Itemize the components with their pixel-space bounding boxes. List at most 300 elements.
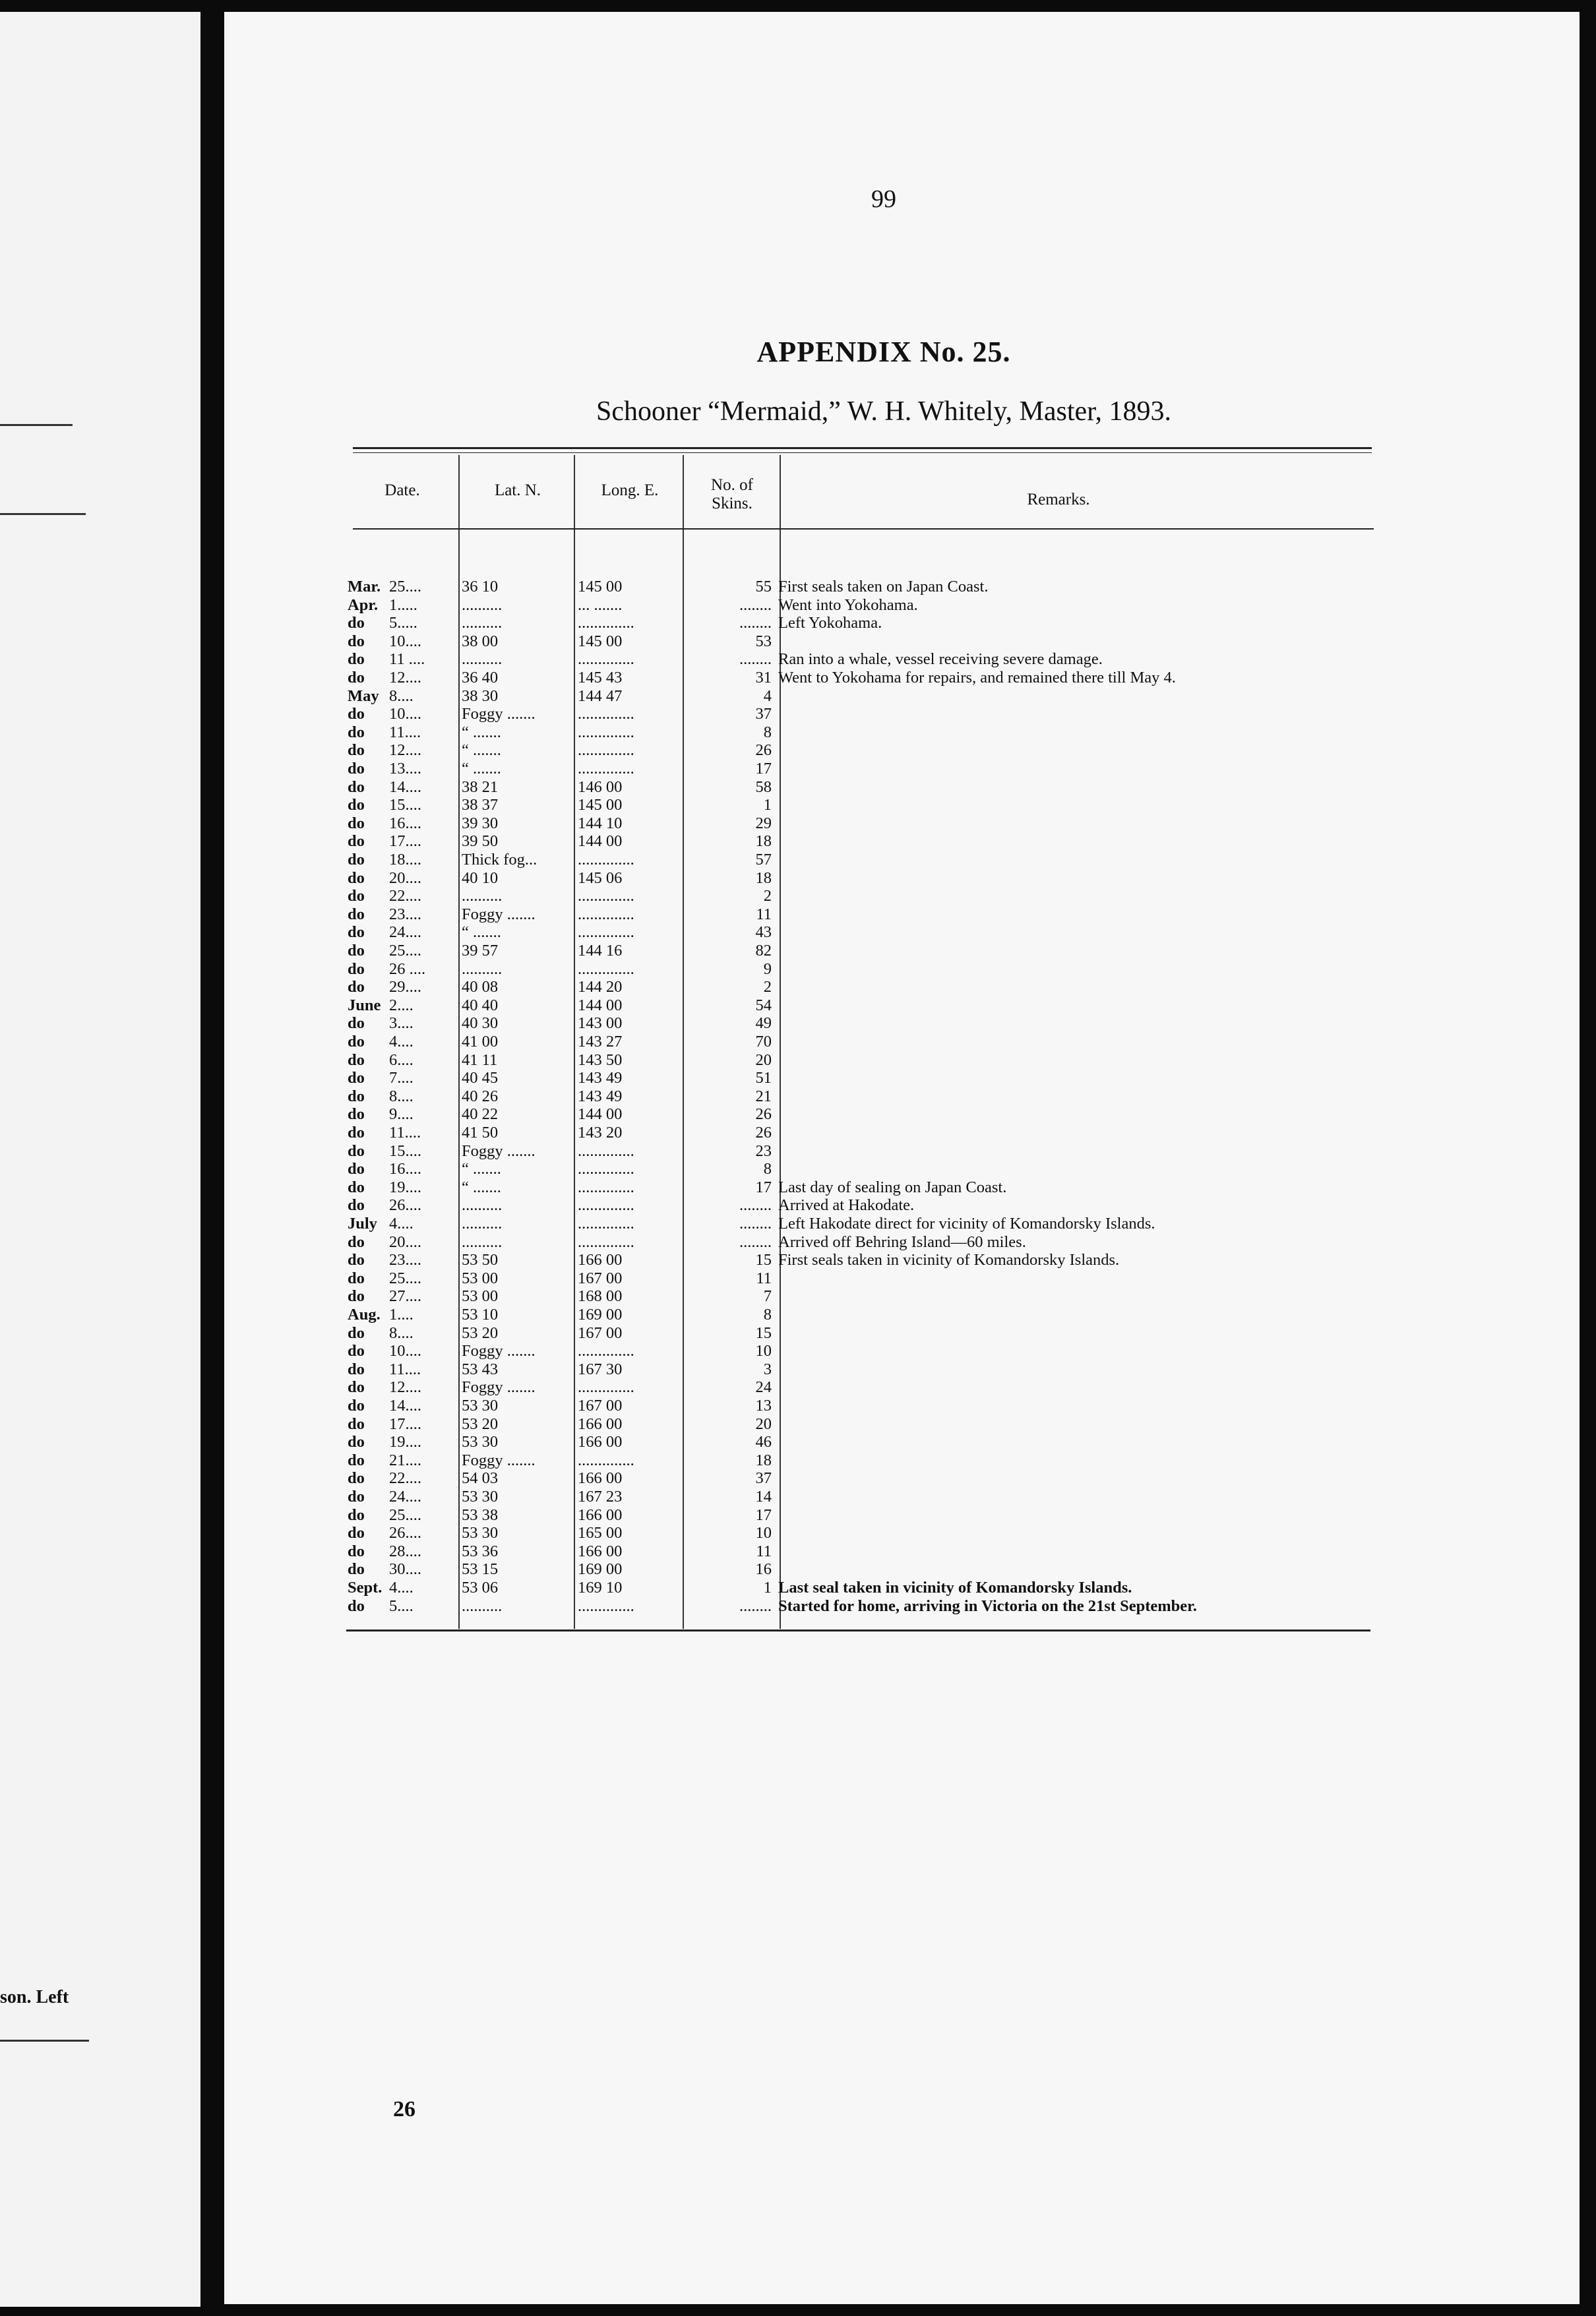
date-day: 18.... [389, 851, 421, 868]
longitude-cell: 146 00 [578, 777, 623, 796]
date-month: Mar. [348, 578, 381, 595]
date-day: 28.... [389, 1542, 421, 1560]
date-month: do [348, 650, 365, 669]
longitude-cell: 144 20 [578, 978, 623, 996]
date-day: 2.... [389, 996, 414, 1014]
date-month: do [348, 1324, 365, 1342]
date-month: do [348, 905, 365, 923]
table-top-rule-thin [353, 452, 1372, 453]
date-day: 30.... [389, 1560, 421, 1579]
latitude-cell: “ ....... [462, 741, 501, 760]
date-month: do [348, 1360, 365, 1378]
latitude-cell: 36 10 [462, 578, 499, 595]
date-day: 9.... [389, 1105, 414, 1124]
date-month: do [348, 1342, 365, 1360]
skins-count: 58 [755, 777, 772, 796]
skins-count: 1 [763, 796, 772, 814]
skins-count: 11 [756, 1542, 772, 1560]
skins-count: ........ [739, 1196, 772, 1215]
skins-count: 53 [755, 632, 772, 650]
latitude-cell: Foggy ....... [462, 705, 536, 723]
date-month: do [348, 1524, 365, 1542]
left-page-rule [0, 2040, 89, 2042]
date-month: do [348, 868, 365, 887]
longitude-cell: 166 00 [578, 1433, 623, 1451]
longitude-cell: .............. [578, 614, 634, 632]
date-month: do [348, 1488, 365, 1506]
skins-count: 46 [755, 1433, 772, 1451]
date-month: do [348, 1451, 365, 1469]
date-month: May [348, 686, 379, 705]
skins-count: 43 [755, 923, 772, 942]
date-day: 4.... [389, 1033, 414, 1051]
skins-count: 54 [755, 996, 772, 1014]
left-page-rule [0, 424, 73, 426]
skins-count: 14 [755, 1488, 772, 1506]
latitude-cell: 53 30 [462, 1524, 499, 1542]
date-month: do [348, 1033, 365, 1051]
skins-count: 82 [755, 942, 772, 960]
longitude-cell: 145 06 [578, 868, 623, 887]
date-month: do [348, 832, 365, 851]
date-day: 12.... [389, 669, 421, 686]
latitude-cell: Foggy ....... [462, 1342, 536, 1360]
skins-count: ........ [739, 650, 772, 669]
skins-count: 37 [755, 705, 772, 723]
longitude-cell: 166 00 [578, 1542, 623, 1560]
date-day: 26 .... [389, 960, 426, 978]
date-month: do [348, 814, 365, 832]
appendix-title: APPENDIX No. 25. [756, 336, 1011, 368]
latitude-cell: 40 08 [462, 978, 499, 996]
skins-count: 2 [763, 887, 772, 905]
date-day: 25.... [389, 1506, 421, 1524]
latitude-cell: 36 40 [462, 669, 499, 686]
longitude-cell: .............. [578, 1378, 634, 1397]
longitude-cell: .............. [578, 1142, 634, 1160]
longitude-cell: 144 10 [578, 814, 623, 832]
latitude-cell: Foggy ....... [462, 1451, 536, 1469]
latitude-cell: 38 00 [462, 632, 499, 650]
latitude-cell: 40 22 [462, 1105, 499, 1124]
date-month: do [348, 960, 365, 978]
latitude-cell: 39 50 [462, 832, 499, 851]
longitude-cell: .............. [578, 650, 634, 669]
skins-count: 17 [755, 1178, 772, 1196]
skins-count: 24 [755, 1378, 772, 1397]
date-month: do [348, 1415, 365, 1433]
skins-count: 21 [755, 1087, 772, 1105]
date-month: do [348, 1233, 365, 1251]
longitude-cell: 143 49 [578, 1087, 623, 1105]
longitude-cell: .............. [578, 1215, 634, 1233]
date-day: 14.... [389, 1397, 421, 1415]
date-month: do [348, 1087, 365, 1105]
date-month: do [348, 1433, 365, 1451]
remarks-cell: Ran into a whale, vessel receiving severe damage. [778, 650, 1103, 669]
date-day: 20.... [389, 868, 421, 887]
date-month: do [348, 1014, 365, 1033]
skins-count: 29 [755, 814, 772, 832]
remarks-cell: Last seal taken in vicinity of Komandorsky Islands. [778, 1579, 1132, 1597]
skins-count: 70 [755, 1033, 772, 1051]
date-day: 11.... [389, 1360, 421, 1378]
date-day: 27.... [389, 1287, 421, 1306]
longitude-cell: .............. [578, 905, 634, 923]
latitude-cell: 54 03 [462, 1469, 499, 1488]
longitude-cell: 145 00 [578, 578, 623, 595]
date-month: do [348, 1069, 365, 1087]
longitude-cell: 144 00 [578, 996, 623, 1014]
date-month: do [348, 851, 365, 868]
skins-count: 15 [755, 1324, 772, 1342]
date-month: do [348, 1469, 365, 1488]
header-bottom-rule [353, 528, 1374, 530]
longitude-cell: 166 00 [578, 1415, 623, 1433]
skins-count: 23 [755, 1142, 772, 1160]
date-day: 17.... [389, 1415, 421, 1433]
latitude-cell: 38 37 [462, 796, 499, 814]
longitude-cell: .............. [578, 1342, 634, 1360]
remarks-cell: Went to Yokohama for repairs, and remained there till May 4. [778, 669, 1176, 686]
latitude-cell: 53 10 [462, 1306, 499, 1324]
longitude-cell: .............. [578, 1451, 634, 1469]
date-day: 7.... [389, 1069, 414, 1087]
latitude-cell: 53 30 [462, 1433, 499, 1451]
date-month: do [348, 1397, 365, 1415]
skins-count: 8 [763, 1306, 772, 1324]
longitude-cell: .............. [578, 1178, 634, 1196]
latitude-cell: .......... [462, 1597, 503, 1615]
date-day: 10.... [389, 1342, 421, 1360]
longitude-cell: .............. [578, 851, 634, 868]
latitude-cell: 40 30 [462, 1014, 499, 1033]
date-day: 15.... [389, 1142, 421, 1160]
longitude-cell: 143 20 [578, 1124, 623, 1142]
latitude-cell: 41 11 [462, 1051, 498, 1069]
latitude-cell: 53 20 [462, 1324, 499, 1342]
date-month: June [348, 996, 381, 1014]
date-day: 24.... [389, 923, 421, 942]
date-month: do [348, 1124, 365, 1142]
date-day: 29.... [389, 978, 421, 996]
date-day: 8.... [389, 1324, 414, 1342]
date-day: 6.... [389, 1051, 414, 1069]
skins-count: 20 [755, 1415, 772, 1433]
skins-count: 13 [755, 1397, 772, 1415]
date-day: 8.... [389, 686, 414, 705]
date-day: 19.... [389, 1433, 421, 1451]
remarks-cell: Last day of sealing on Japan Coast. [778, 1178, 1007, 1196]
remarks-cell: Arrived at Hakodate. [778, 1196, 915, 1215]
date-month: do [348, 1178, 365, 1196]
date-day: 12.... [389, 1378, 421, 1397]
date-month: do [348, 741, 365, 760]
longitude-cell: 144 16 [578, 942, 623, 960]
skins-count: 11 [756, 1269, 772, 1287]
skins-count: 10 [755, 1524, 772, 1542]
date-day: 22.... [389, 1469, 421, 1488]
skins-count: ........ [739, 614, 772, 632]
latitude-cell: 38 30 [462, 686, 499, 705]
skins-count: ........ [739, 1233, 772, 1251]
date-day: 1..... [389, 595, 417, 614]
skins-count: 17 [755, 1506, 772, 1524]
date-day: 1.... [389, 1306, 414, 1324]
date-day: 17.... [389, 832, 421, 851]
latitude-cell: 53 30 [462, 1397, 499, 1415]
date-month: do [348, 887, 365, 905]
date-month: do [348, 1560, 365, 1579]
remarks-cell: Left Hakodate direct for vicinity of Komandorsky Islands. [778, 1215, 1155, 1233]
skins-count: 1 [763, 1579, 772, 1597]
date-month: do [348, 705, 365, 723]
longitude-cell: .............. [578, 760, 634, 777]
longitude-cell: 144 47 [578, 686, 623, 705]
skins-count: 51 [755, 1069, 772, 1087]
longitude-cell: .............. [578, 705, 634, 723]
latitude-cell: Foggy ....... [462, 1378, 536, 1397]
longitude-cell: 169 10 [578, 1579, 623, 1597]
skins-count: 17 [755, 760, 772, 777]
header-date: Date. [384, 481, 420, 499]
table-bottom-rule [346, 1630, 1370, 1631]
longitude-cell: 168 00 [578, 1287, 623, 1306]
longitude-cell: ... ....... [578, 595, 623, 614]
skins-count: 49 [755, 1014, 772, 1033]
skins-count: 55 [755, 578, 772, 595]
date-day: 13.... [389, 760, 421, 777]
date-month: do [348, 1051, 365, 1069]
latitude-cell: 53 43 [462, 1360, 499, 1378]
header-skins: No. of Skins. [711, 476, 753, 512]
latitude-cell: “ ....... [462, 1160, 501, 1178]
date-day: 24.... [389, 1488, 421, 1506]
longitude-cell: 167 00 [578, 1324, 623, 1342]
date-day: 20.... [389, 1233, 421, 1251]
longitude-cell: 143 27 [578, 1033, 623, 1051]
date-month: do [348, 632, 365, 650]
date-month: do [348, 1287, 365, 1306]
date-month: do [348, 942, 365, 960]
date-day: 25.... [389, 1269, 421, 1287]
longitude-cell: 144 00 [578, 832, 623, 851]
header-remarks: Remarks. [1027, 491, 1090, 508]
date-month: do [348, 614, 365, 632]
latitude-cell: Foggy ....... [462, 905, 536, 923]
longitude-cell: 166 00 [578, 1469, 623, 1488]
date-day: 16.... [389, 1160, 421, 1178]
latitude-cell: 53 15 [462, 1560, 499, 1579]
longitude-cell: 166 00 [578, 1251, 623, 1269]
skins-count: 18 [755, 868, 772, 887]
date-month: do [348, 1597, 365, 1615]
date-day: 4.... [389, 1579, 414, 1597]
skins-count: 10 [755, 1342, 772, 1360]
date-day: 5..... [389, 614, 417, 632]
date-month: do [348, 978, 365, 996]
date-day: 22.... [389, 887, 421, 905]
header-long: Long. E. [601, 481, 659, 499]
skins-count: 9 [763, 960, 772, 978]
skins-count: 26 [755, 1105, 772, 1124]
longitude-cell: .............. [578, 887, 634, 905]
longitude-cell: 167 23 [578, 1488, 623, 1506]
skins-count: 31 [755, 669, 772, 686]
latitude-cell: .......... [462, 960, 503, 978]
longitude-cell: .............. [578, 960, 634, 978]
date-month: do [348, 760, 365, 777]
date-day: 21.... [389, 1451, 421, 1469]
skins-count: 57 [755, 851, 772, 868]
latitude-cell: “ ....... [462, 1178, 501, 1196]
latitude-cell: 38 21 [462, 777, 499, 796]
date-day: 10.... [389, 705, 421, 723]
remarks-cell: Went into Yokohama. [778, 595, 918, 614]
latitude-cell: 53 00 [462, 1269, 499, 1287]
date-month: do [348, 669, 365, 686]
date-day: 11 .... [389, 650, 425, 669]
skins-count: 3 [763, 1360, 772, 1378]
latitude-cell: Foggy ....... [462, 1142, 536, 1160]
skins-count: 2 [763, 978, 772, 996]
longitude-cell: .............. [578, 1160, 634, 1178]
skins-count: 7 [763, 1287, 772, 1306]
longitude-cell: 143 49 [578, 1069, 623, 1087]
remarks-cell: Started for home, arriving in Victoria on the 21st September. [778, 1597, 1197, 1615]
latitude-cell: .......... [462, 614, 503, 632]
date-day: 3.... [389, 1014, 414, 1033]
latitude-cell: .......... [462, 595, 503, 614]
longitude-cell: 144 00 [578, 1105, 623, 1124]
latitude-cell: .......... [462, 650, 503, 669]
skins-count: 18 [755, 1451, 772, 1469]
latitude-cell: 40 45 [462, 1069, 499, 1087]
date-month: do [348, 1196, 365, 1215]
longitude-cell: 145 00 [578, 632, 623, 650]
date-day: 26.... [389, 1524, 421, 1542]
latitude-cell: .......... [462, 887, 503, 905]
longitude-cell: .............. [578, 741, 634, 760]
left-page-rule [0, 513, 86, 515]
remarks-cell: Arrived off Behring Island—60 miles. [778, 1233, 1026, 1251]
longitude-cell: 167 00 [578, 1269, 623, 1287]
latitude-cell: 41 00 [462, 1033, 499, 1051]
skins-count: 37 [755, 1469, 772, 1488]
longitude-cell: 143 50 [578, 1051, 623, 1069]
date-day: 25.... [389, 578, 421, 595]
table-top-rule [353, 447, 1372, 449]
left-page-fragment: son. Left [0, 1987, 69, 2007]
date-day: 12.... [389, 741, 421, 760]
date-day: 23.... [389, 905, 421, 923]
latitude-cell: 40 10 [462, 868, 499, 887]
longitude-cell: 169 00 [578, 1306, 623, 1324]
remarks-cell: First seals taken on Japan Coast. [778, 578, 989, 595]
skins-count: 8 [763, 1160, 772, 1178]
latitude-cell: 39 30 [462, 814, 499, 832]
latitude-cell: 53 30 [462, 1488, 499, 1506]
latitude-cell: 53 50 [462, 1251, 499, 1269]
date-month: do [348, 1269, 365, 1287]
date-day: 14.... [389, 777, 421, 796]
skins-count: 16 [755, 1560, 772, 1579]
date-month: do [348, 723, 365, 741]
date-month: do [348, 1378, 365, 1397]
date-day: 23.... [389, 1251, 421, 1269]
longitude-cell: .............. [578, 923, 634, 942]
latitude-cell: 40 26 [462, 1087, 499, 1105]
longitude-cell: 145 00 [578, 796, 623, 814]
skins-count: 15 [755, 1251, 772, 1269]
skins-count: 8 [763, 723, 772, 741]
longitude-cell: 143 00 [578, 1014, 623, 1033]
document-subtitle: Schooner “Mermaid,” W. H. Whitely, Master, 1893. [596, 396, 1171, 427]
date-month: do [348, 777, 365, 796]
left-page-edge [0, 12, 200, 2307]
longitude-cell: 169 00 [578, 1560, 623, 1579]
latitude-cell: 53 20 [462, 1415, 499, 1433]
longitude-cell: 167 30 [578, 1360, 623, 1378]
latitude-cell: “ ....... [462, 723, 501, 741]
document-page [224, 12, 1580, 2304]
latitude-cell: Thick fog... [462, 851, 537, 868]
longitude-cell: .............. [578, 723, 634, 741]
page-number: 99 [871, 185, 896, 213]
date-day: 11.... [389, 723, 421, 741]
date-month: do [348, 1105, 365, 1124]
date-month: Apr. [348, 595, 379, 614]
longitude-cell: .............. [578, 1233, 634, 1251]
date-day: 5.... [389, 1597, 414, 1615]
longitude-cell: 167 00 [578, 1397, 623, 1415]
date-day: 10.... [389, 632, 421, 650]
latitude-cell: “ ....... [462, 760, 501, 777]
longitude-cell: .............. [578, 1597, 634, 1615]
date-day: 4.... [389, 1215, 414, 1233]
skins-count: 26 [755, 741, 772, 760]
longitude-cell: .............. [578, 1196, 634, 1215]
latitude-cell: .......... [462, 1215, 503, 1233]
skins-count: ........ [739, 1597, 772, 1615]
date-month: do [348, 1142, 365, 1160]
date-month: do [348, 1542, 365, 1560]
date-month: July [348, 1215, 377, 1233]
latitude-cell: 40 40 [462, 996, 499, 1014]
date-day: 15.... [389, 796, 421, 814]
skins-count: ........ [739, 1215, 772, 1233]
date-day: 26.... [389, 1196, 421, 1215]
header-lat: Lat. N. [494, 481, 541, 499]
date-day: 19.... [389, 1178, 421, 1196]
column-divider [458, 455, 460, 1629]
latitude-cell: 53 00 [462, 1287, 499, 1306]
skins-count: 18 [755, 832, 772, 851]
date-month: do [348, 1160, 365, 1178]
latitude-cell: 53 36 [462, 1542, 499, 1560]
date-day: 8.... [389, 1087, 414, 1105]
latitude-cell: 41 50 [462, 1124, 499, 1142]
longitude-cell: 145 43 [578, 669, 623, 686]
latitude-cell: “ ....... [462, 923, 501, 942]
latitude-cell: 53 06 [462, 1579, 499, 1597]
date-month: Aug. [348, 1306, 381, 1324]
longitude-cell: 166 00 [578, 1506, 623, 1524]
date-month: do [348, 1251, 365, 1269]
latitude-cell: 39 57 [462, 942, 499, 960]
date-month: do [348, 1506, 365, 1524]
skins-count: 4 [763, 686, 772, 705]
